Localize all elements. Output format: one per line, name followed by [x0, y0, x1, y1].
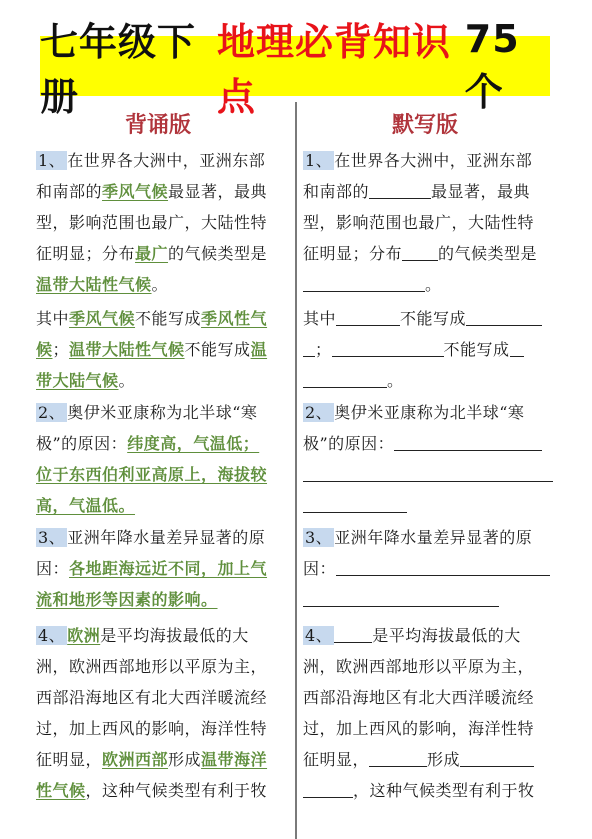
answer-text: 季风性气 — [201, 309, 268, 328]
answer-text: 温 — [250, 340, 268, 359]
answer-text: 带大陆气候 — [36, 371, 119, 390]
answer-text: 温带海洋 — [201, 750, 268, 769]
fill-blank[interactable] — [332, 338, 444, 357]
fill-blank[interactable] — [303, 273, 425, 292]
answer-text: 季风气候 — [69, 309, 136, 328]
fill-blank[interactable] — [303, 494, 407, 513]
title-part-count: 75个 — [464, 16, 520, 114]
fill-blank[interactable] — [460, 748, 534, 767]
recite-point-1: 1、 在世界各大洲中，亚洲东部 和南部的季风气候最显著，最典 型，影响范围也最广，大陆性特 征明显；分布最广的气候类型是 温带大陆性气候。 — [36, 151, 268, 294]
dictation-point-2: 2、 奥伊米亚康称为北半球“寒 极”的原因： — [303, 397, 559, 521]
answer-text: 欧洲西部 — [102, 750, 169, 769]
column-heading-dictation: 默写版 — [392, 113, 459, 138]
fill-blank[interactable] — [303, 588, 499, 607]
dictation-point-4: 4、 是平均海拔最低的大 洲，欧洲西部地形以平原为主， 西部沿海地区有北大西洋暖流经 过，加上西风的影响，海洋性特 征明显， 形成 ，这种气候类型有利于牧 — [303, 626, 535, 800]
point-number: 2、 — [38, 403, 66, 422]
answer-text: 高，气温低。 — [36, 496, 136, 515]
answer-text: 最广 — [135, 244, 169, 263]
point-number: 3、 — [305, 528, 333, 547]
dictation-point-1-note: 其中 不能写成 ； 不能写成 。 — [303, 303, 559, 396]
answer-text: 各地距海远近不同，加上气 — [69, 559, 268, 578]
fill-blank[interactable] — [336, 557, 550, 576]
answer-text: 候 — [36, 340, 53, 359]
answer-text: 季风气候 — [102, 182, 169, 201]
recite-point-3: 3、 亚洲年降水量差异显著的原 因：各地距海远近不同，加上气 流和地形等因素的影响。 — [36, 528, 268, 609]
answer-text: 温带大陆性气候 — [69, 340, 185, 359]
recite-point-4: 4、 欧洲是平均海拔最低的大 洲，欧洲西部地形以平原为主， 西部沿海地区有北大西洋暖流经 过，加上西风的影响，海洋性特 征明显，欧洲西部形成温带海洋 性气候，这种气候类型有利于牧 — [36, 626, 268, 800]
answer-text: 性气候 — [36, 781, 86, 800]
fill-blank[interactable] — [334, 624, 372, 643]
point-number: 1、 — [305, 151, 333, 170]
fill-blank[interactable] — [466, 307, 542, 326]
answer-text: 纬度高，气温低； — [127, 434, 260, 453]
answer-text: 流和地形等因素的影响。 — [36, 590, 218, 609]
answer-text: 位于东西伯利亚高原上，海拔较 — [36, 465, 268, 484]
page-title — [40, 16, 550, 119]
point-number: 1、 — [38, 151, 66, 170]
recite-point-1-note: 其中季风气候不能写成季风性气 候；温带大陆性气候不能写成温 带大陆气候。 — [36, 309, 268, 390]
fill-blank[interactable] — [303, 369, 387, 388]
dictation-point-1: 1、 在世界各大洲中，亚洲东部 和南部的 最显著，最典 型，影响范围也最广，大陆性特 征明显；分布 的气候类型是 。 — [303, 151, 538, 294]
title-part-grade: 七年级下册 — [40, 20, 197, 119]
recite-point-2: 2、 奥伊米亚康称为北半球“寒 极”的原因：纬度高，气温低； 位于东西伯利亚高原上，海拔较 高，气温低。 — [36, 403, 268, 515]
column-divider — [295, 102, 297, 839]
point-number: 3、 — [38, 528, 66, 547]
fill-blank[interactable] — [303, 779, 353, 798]
fill-blank[interactable] — [394, 432, 542, 451]
point-number: 2、 — [305, 403, 333, 422]
fill-blank[interactable] — [303, 463, 553, 482]
dictation-point-3: 3、 亚洲年降水量差异显著的原 因： — [303, 522, 559, 615]
title-part-subject: 地理必背知识点 — [217, 20, 452, 119]
fill-blank[interactable] — [510, 338, 524, 357]
column-heading-recite: 背诵版 — [125, 113, 192, 138]
fill-blank[interactable] — [336, 307, 400, 326]
answer-text: 温带大陆性气候 — [36, 275, 152, 294]
point-number: 4、 — [305, 626, 333, 645]
answer-text: 欧洲 — [67, 626, 101, 645]
point-number: 4、 — [38, 626, 66, 645]
fill-blank[interactable] — [402, 242, 438, 261]
fill-blank[interactable] — [369, 180, 431, 199]
fill-blank[interactable] — [369, 748, 427, 767]
fill-blank[interactable] — [303, 338, 315, 357]
